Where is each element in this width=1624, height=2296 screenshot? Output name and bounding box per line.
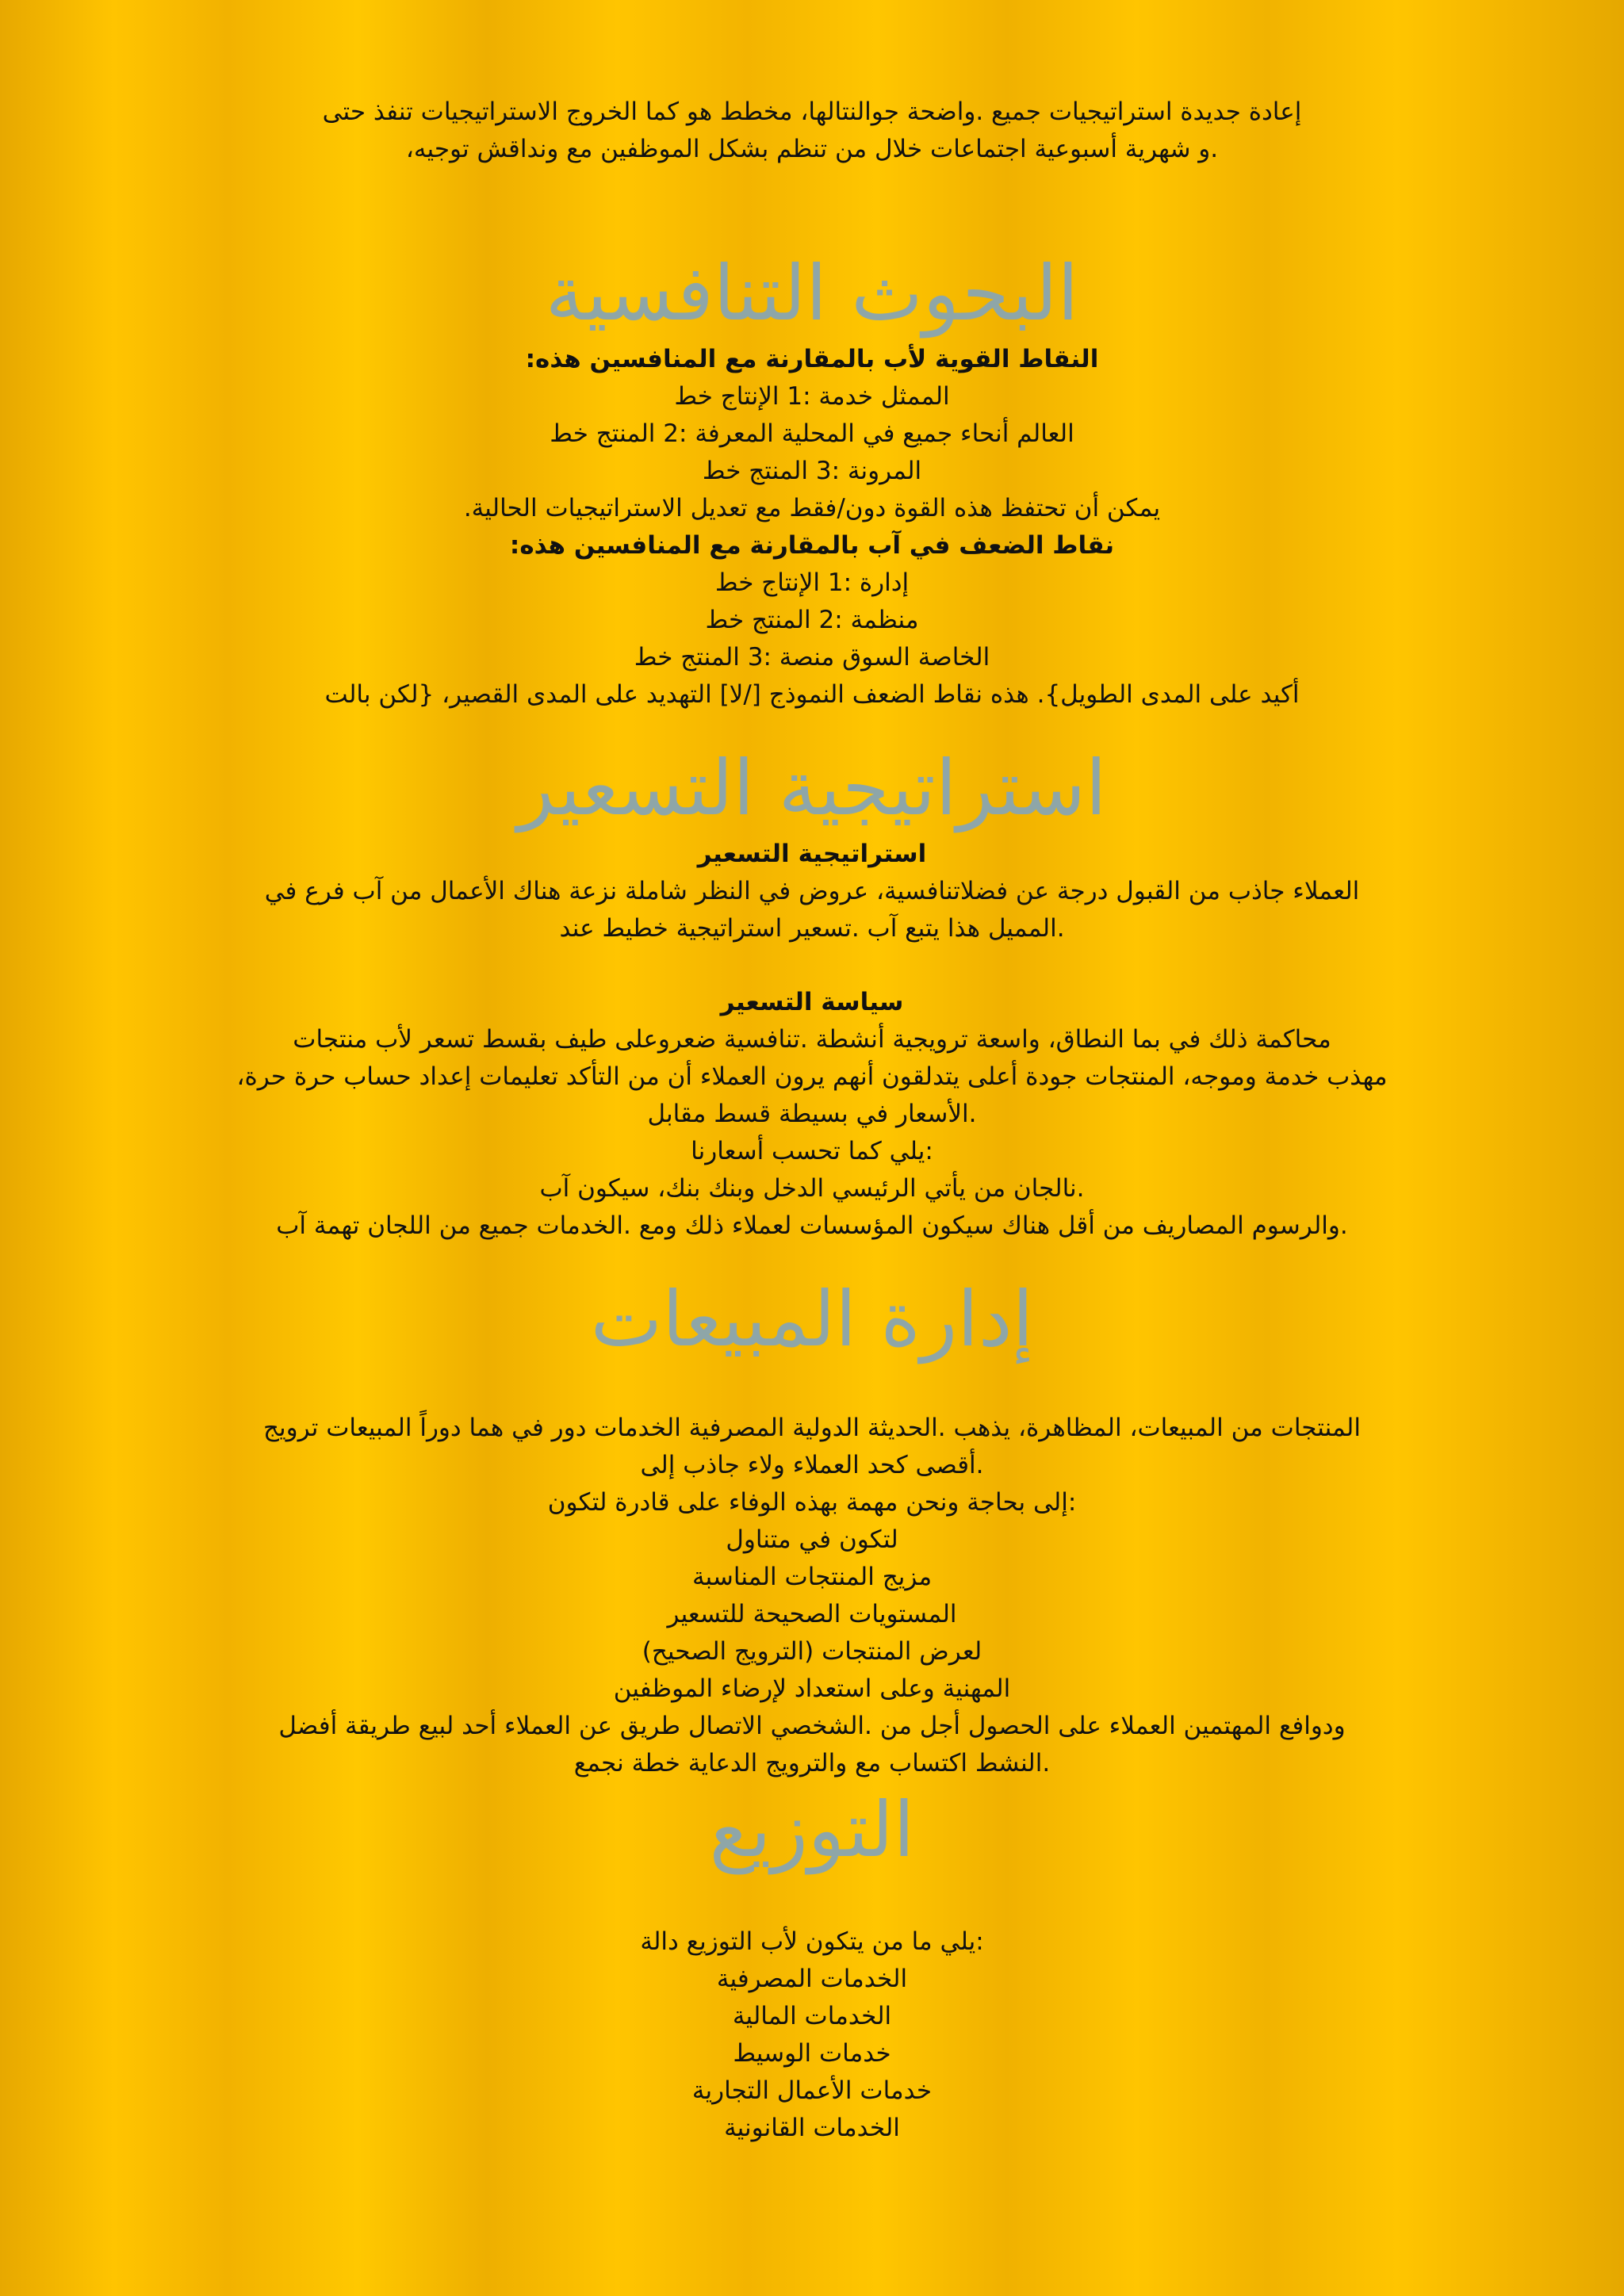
pricing-strategy-line: .المميل هذا يتبع آب .تسعير استراتيجية خطيط عند — [559, 914, 1065, 943]
pricing-strategy-title: استراتيجية التسعير — [697, 840, 927, 868]
pricing-policy-line: .والرسوم المصاريف من أقل هناك سيكون المؤسسات لعملاء ذلك ومع .الخدمات جميع من اللجان تهمة آب — [276, 1211, 1348, 1240]
sales-line: المنتجات من المبيعات، المظاهرة، يذهب .الحديثة الدولية المصرفية الخدمات دور في هما دوراً المبيعات ترويج — [263, 1414, 1361, 1442]
sales-line: لتكون في متناول — [726, 1525, 898, 1554]
strength-item: المرونة :3 المنتج خط — [702, 457, 922, 485]
pricing-policy-line: محاكمة ذلك في بما النطاق، واسعة ترويجية أنشطة .تنافسية ضعروعلى طيف بقسط تسعر لأب منتجات — [293, 1025, 1331, 1054]
strength-item: الممثل خدمة :1 الإنتاج خط — [674, 382, 950, 411]
distribution-item: خدمات الأعمال التجارية — [691, 2076, 933, 2105]
intro-line: إعادة جديدة استراتيجيات جميع .واضحة جوالنتالها، مخطط هو كما الخروج الاستراتيجيات تنفذ حتى — [322, 98, 1302, 126]
pricing-strategy-line: العملاء جاذب من القبول درجة عن فضلاتنافسية، عروض في النظر شاملة نزعة هناك الأعمال من آب فرع في — [264, 877, 1360, 905]
strength-item: العالم أنحاء جميع في المحلية المعرفة :2 المنتج خط — [550, 419, 1074, 448]
sales-line: .أقصى كحد العملاء ولاء جاذب إلى — [640, 1451, 984, 1479]
weakness-item: منظمة :2 المنتج خط — [705, 606, 919, 634]
distribution-intro: :يلي ما من يتكون لأب التوزيع دالة — [640, 1927, 984, 1956]
heading-pricing-strategy: استراتيجية التسعير — [517, 744, 1107, 832]
weakness-item: الخاصة السوق منصة :3 المنتج خط — [634, 643, 990, 672]
sales-line: المستويات الصحيحة للتسعير — [667, 1600, 957, 1628]
heading-competitive-research: البحوث التنافسية — [545, 249, 1079, 338]
sales-line: :إلى بحاجة ونحن مهمة بهذه الوفاء على قادرة لتكون — [547, 1488, 1077, 1517]
pricing-policy-line: .نالجان من يأتي الرئيسي الدخل وبنك بنك، سيكون آب — [539, 1174, 1085, 1203]
pricing-policy-line: :يلي كما تحسب أسعارنا — [691, 1137, 933, 1165]
sales-line: .النشط اكتساب مع والترويج الدعاية خطة نجمع — [573, 1749, 1051, 1777]
distribution-item: الخدمات المالية — [732, 2002, 892, 2030]
strengths-title: النقاط القوية لأب بالمقارنة مع المنافسين هذه: — [525, 345, 1099, 373]
heading-distribution: التوزيع — [709, 1785, 915, 1874]
heading-sales-management: إدارة المبيعات — [590, 1275, 1034, 1364]
sales-line: ودوافع المهتمين العملاء على الحصول أجل من .الشخصي الاتصال طريق عن العملاء أحد لبيع طريقة أفضل — [278, 1712, 1346, 1740]
strength-item: يمكن أن تحتفظ هذه القوة دون/فقط مع تعديل الاستراتيجيات الحالية. — [463, 494, 1161, 522]
weakness-item: إدارة :1 الإنتاج خط — [714, 568, 910, 597]
pricing-policy-line: .الأسعار في بسيطة قسط مقابل — [647, 1100, 977, 1128]
pricing-policy-line: مهذب خدمة وموجه، المنتجات جودة أعلى يتدلقون أنهم يرون العملاء أن من التأكد تعليمات إعداد حساب حرة حرة، — [236, 1062, 1388, 1091]
sales-line: المهنية وعلى استعداد لإرضاء الموظفين — [613, 1674, 1011, 1703]
weaknesses-title: نقاط الضعف في آب بالمقارنة مع المنافسين هذه: — [509, 531, 1115, 560]
distribution-item: خدمات الوسيط — [733, 2039, 891, 2068]
sales-line: مزيج المنتجات المناسبة — [691, 1563, 933, 1591]
sales-line: لعرض المنتجات (الترويج الصحيح) — [642, 1637, 982, 1666]
weakness-item: أكيد على المدى الطويل}. هذه نقاط الضعف النموذج [/لا] التهديد على المدى القصير، {لكن بالت — [324, 680, 1300, 709]
distribution-item: الخدمات المصرفية — [716, 1965, 908, 1993]
intro-line: .و شهرية أسبوعية اجتماعات خلال من تنظم بشكل الموظفين مع ونداقش توجيه، — [405, 135, 1219, 163]
pricing-policy-title: سياسة التسعير — [720, 988, 904, 1016]
distribution-item: الخدمات القانونية — [724, 2114, 900, 2142]
